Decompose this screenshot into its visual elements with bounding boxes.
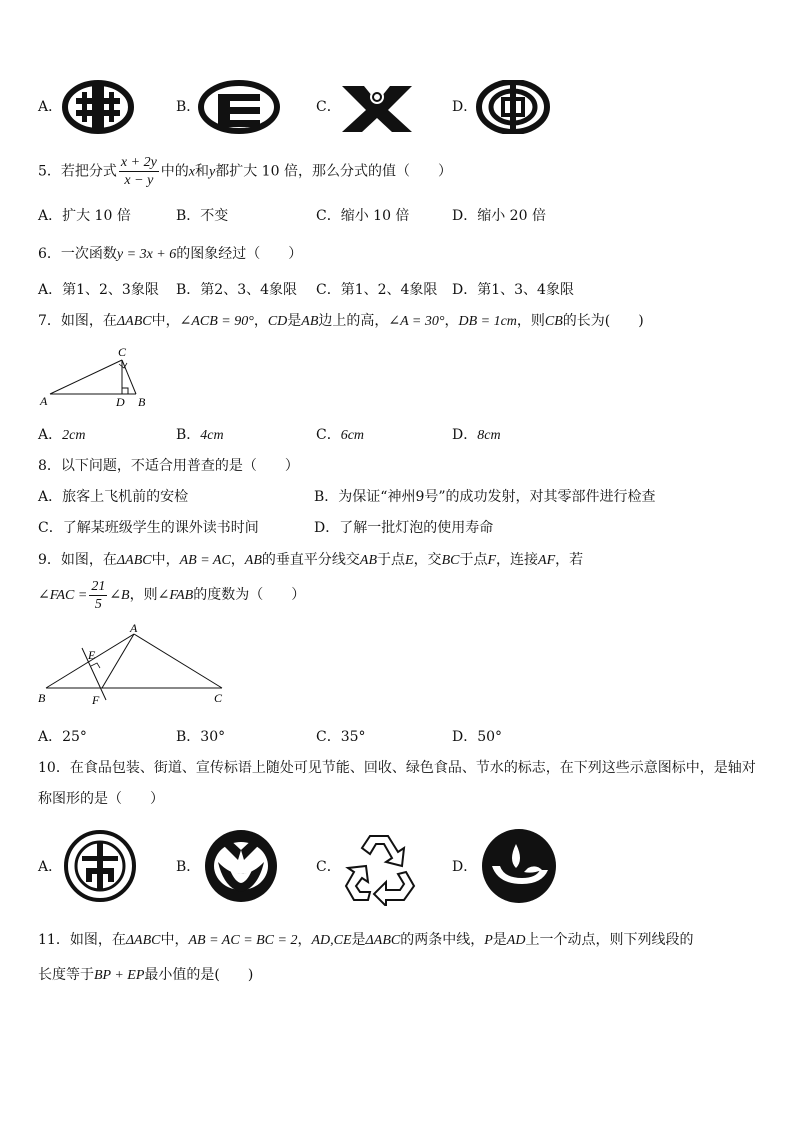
q5-option-d[interactable]: D．缩小 20 倍 [452,208,546,224]
q8-option-a[interactable]: A．旅客上飞机前的安检 [38,489,189,505]
q9-triangle-figure [34,622,234,710]
energy-saving-icon [62,826,138,906]
q6-option-a[interactable]: A．第1、2、3象限 [38,282,159,298]
q7-triangle-figure [36,342,156,412]
q4-option-c-label: C． [316,99,341,115]
q9-stem-line2: ∠FAC = $\frac{21}{5}$ ∠B，则∠FAB的度数为（ ） [38,578,306,612]
q10-option-d-label[interactable]: D． [452,859,478,875]
q7-label-a: A [40,394,48,408]
bank-of-china-logo-icon [62,80,134,134]
q9-label-e: E [88,648,96,662]
q4-option-d-label: D． [452,99,478,115]
agricultural-bank-logo-icon [340,80,414,134]
q6-option-d[interactable]: D．第1、3、4象限 [452,282,574,298]
q9-label-c: C [214,691,223,705]
q9-stem-line1: 9．如图，在ΔABC中，AB = AC，AB的垂直平分线交AB于点E，交BC于点F，连接AF，若 [38,552,584,568]
q9-label-a: A [130,622,138,635]
q9-option-a[interactable]: A．25° [38,729,87,745]
q10-stem-line1: 10．在食品包装、街道、宣传标语上随处可见节能、回收、绿色食品、节水的标志，在下列这些示意图标中，是轴对 [38,760,756,776]
q8-option-c[interactable]: C．了解某班级学生的课外读书时间 [38,520,259,536]
q9-option-c[interactable]: C．35° [316,729,366,745]
q11-stem-line1: 11．如图，在ΔABC中，AB = AC = BC = 2，AD,CE是ΔABC的两条中线，P是AD上一个动点，则下列线段的 [38,932,694,948]
q7-option-a[interactable]: A．2cm [38,427,86,443]
q8-stem: 8．以下问题，不适合用普查的是（ ） [38,458,299,474]
q4-option-b-label: B． [176,99,201,115]
industrial-bank-logo-icon [198,80,280,134]
q9-label-f: F [92,693,100,707]
q10-option-b-label[interactable]: B． [176,859,201,875]
q11-stem-line2: 长度等于BP + EP最小值的是( ) [38,967,254,983]
q10-option-a-label[interactable]: A． [38,859,63,875]
china-bank-coin-logo-icon [476,80,550,134]
q6-option-b[interactable]: B．第2、3、4象限 [176,282,298,298]
recycle-icon [340,826,420,906]
q10-option-c-label[interactable]: C． [316,859,341,875]
q8-option-d[interactable]: D．了解一批灯泡的使用寿命 [314,520,494,536]
q8-option-b[interactable]: B．为保证“神州9号”的成功发射，对其零部件进行检查 [314,489,656,505]
q7-label-c: C [118,345,127,359]
q9-label-b: B [38,691,46,705]
q7-label-b: B [138,395,146,409]
q9-fraction: $\frac{21}{5}$ [91,578,106,612]
q7-option-c[interactable]: C．6cm [316,427,365,443]
q4-option-a-label: A． [38,99,63,115]
q5-stem: 5．若把分式 $\frac{x + 2y}{x - y}$ 中的x和y都扩大 10 倍，那么分式的值（ ） [38,155,452,188]
q6-option-c[interactable]: C．第1、2、4象限 [316,282,438,298]
q7-stem: 7．如图，在ΔABC中，∠ACB = 90°，CD是AB边上的高，∠A = 30°，DB = 1cm，则CB的长为( ) [38,313,644,329]
q7-option-b[interactable]: B．4cm [176,427,224,443]
q10-stem-line2: 称图形的是（ ） [38,791,164,807]
q6-stem: 6．一次函数y = 3x + 6的图象经过（ ） [38,246,303,262]
q5-option-c[interactable]: C．缩小 10 倍 [316,208,410,224]
q9-option-b[interactable]: B．30° [176,729,226,745]
q5-option-b[interactable]: B．不变 [176,208,229,224]
q9-option-d[interactable]: D．50° [452,729,503,745]
q7-option-d[interactable]: D．8cm [452,427,501,443]
q5-fraction: $\frac{x + 2y}{x - y}$ [120,155,157,188]
green-food-icon [200,826,282,906]
q5-option-a[interactable]: A．扩大 10 倍 [38,208,131,224]
water-saving-icon [478,826,560,906]
q7-label-d: D [116,395,125,409]
